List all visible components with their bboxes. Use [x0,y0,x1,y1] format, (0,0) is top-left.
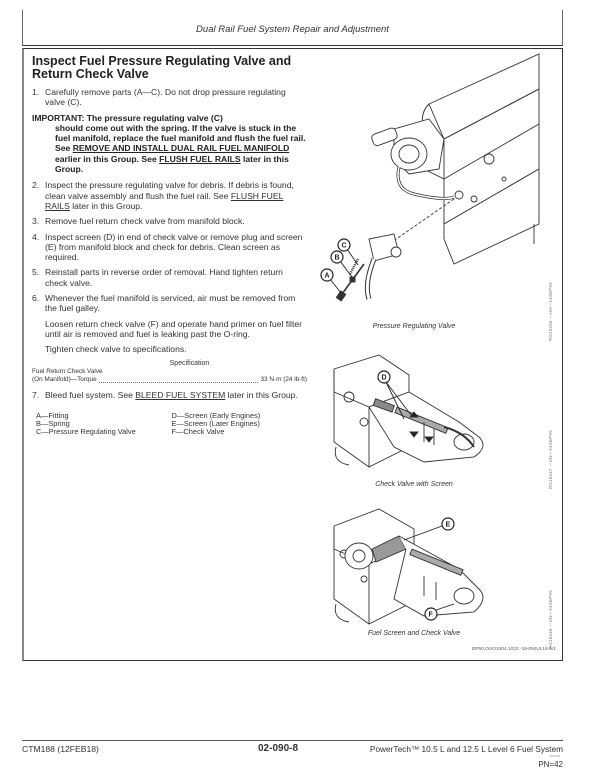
step-3 [32,216,307,226]
step-2 [32,180,307,211]
specification-heading: Specification [169,359,210,367]
svg-text:C: C [341,242,347,250]
footer-manual-title: PowerTech™ 10.5 L and 12.5 L Level 6 Fuel System [369,744,563,754]
spec-value: 33 N·m (24 lb-ft) [260,376,307,384]
step-text [45,390,307,400]
header-title: Dual Rail Fuel System Repair and Adjustment [196,24,389,35]
step-text-before: Bleed fuel system. See [45,389,136,400]
callout-b [331,251,352,277]
footer-page-number: 02-090-8 [258,743,299,754]
legend-item-a: A—Fitting [36,411,69,421]
check-valve-screen-illustration [314,347,534,487]
figure-code: RG10347 —UN—14SEP99 [548,430,553,489]
figure-caption: Check Valve with Screen [375,481,453,488]
legend-item-f: F—Check Valve [171,427,225,437]
step-5 [32,267,307,288]
link-flush-fuel-rails[interactable]: FLUSH FUEL RAILS [159,153,241,164]
figure-fuel-screen-check-valve [314,504,534,654]
legend-item-d: D—Screen (Early Engines) [171,411,261,421]
legend-item-c: C—Pressure Regulating Valve [36,427,136,437]
svg-text:B: B [334,254,340,262]
legend-right [172,412,308,436]
step-text: Remove fuel return check valve from manifold block. [45,216,245,227]
legend-item-b: B—Spring [36,419,70,429]
figure-caption: Pressure Regulating Valve [372,323,456,330]
step-7 [32,390,307,400]
step-number: 1. [32,87,40,97]
svg-text:D: D [381,374,387,382]
section-title-line2: Return Check Valve [32,67,149,81]
step-text: Carefully remove parts (A—C). Do not drop pressure regulating valve (C). [45,87,286,108]
section-title-line1: Inspect Fuel Pressure Regulating Valve and [32,54,292,68]
link-bleed-fuel-system[interactable]: BLEED FUEL SYSTEM [135,389,226,400]
spec-item: Fuel Return Check Valve [32,367,103,375]
step-6-paragraph-1: Loosen return check valve (F) and operate hand primer on fuel filter until air is removed and fuel is leaking past the O-ring. [45,318,302,339]
callout-a [321,269,341,293]
document-reference: DP50,OUO1004,1023 -19-09JUL18-1/1 [471,647,556,652]
instructions-column [32,55,307,436]
step-number: 6. [32,293,40,304]
section-title [32,55,307,81]
step-1 [32,87,307,108]
figure-caption: Fuel Screen and Check Valve [367,630,461,637]
fuel-screen-check-valve-illustration [314,504,534,634]
spec-leader-dots [99,382,259,383]
step-number: 7. [32,389,40,400]
step-number: 3. [32,216,40,227]
link-flush-fuel-rails-2[interactable]: FLUSH FUEL RAILS [45,190,284,211]
page-header [22,10,563,46]
important-end: later in this Group. [55,153,289,175]
legend-item-e: E—Screen (Later Engines) [171,419,260,429]
important-line1: The pressure regulating valve (C) [84,112,223,123]
important-text: should come out with the spring. If the valve is stuck in the fuel manifold, replace the fuel manifold and flush the fuel rail. See [55,122,306,154]
figure-pressure-regulating-valve [314,49,534,339]
figure-check-valve-with-screen [314,347,534,497]
step-text [45,180,307,211]
important-note [32,113,307,175]
step-number: 5. [32,267,40,278]
svg-text:F: F [428,611,433,619]
spec-line [32,376,307,385]
step-number: 4. [32,231,40,242]
step-4 [32,232,307,263]
content-box [22,48,563,661]
link-remove-install-manifold[interactable]: REMOVE AND INSTALL DUAL RAIL FUEL MANIFOLD [72,143,290,154]
legend-left [36,412,172,436]
important-label: IMPORTANT: [32,112,85,123]
step-6 [32,293,307,314]
parts-legend [32,412,307,436]
svg-text:A: A [324,272,330,280]
step-text: Inspect screen (D) in end of check valve or remove plug and screen (E) from manifold block and check for debris. Clean screen as required. [45,231,303,263]
figure-code: RG10346 —UN—14SEP99 [548,282,553,341]
specification-table [32,368,307,385]
footer-rule [22,740,563,741]
svg-text:E: E [445,521,451,529]
step-text-after: later in this Group. [69,200,143,211]
footer-date-code: 021218 [549,754,560,758]
step-text: Reinstall parts in reverse order of removal. Hand tighten return check valve. [45,267,283,288]
footer-manual-id: CTM188 (12FEB18) [22,744,99,754]
spec-condition: (On Manifold)—Torque [32,376,97,384]
footer-pn: PN=42 [538,760,563,769]
pressure-regulating-valve-illustration [314,49,554,324]
important-mid: earlier in this Group. See [55,153,160,164]
step-text: Whenever the fuel manifold is serviced, air must be removed from the fuel galley. [45,293,296,314]
step-6-paragraph-2: Tighten check valve to specifications. [45,344,187,355]
step-number: 2. [32,180,40,191]
step-text-after: later in this Group. [225,389,298,400]
figure-code: RG10348 —UN—14SEP99 [548,590,553,649]
step-text-before: Inspect the pressure regulating valve for debris. If debris is found, clean valve assembly and flush the fuel rail. See [45,180,294,201]
